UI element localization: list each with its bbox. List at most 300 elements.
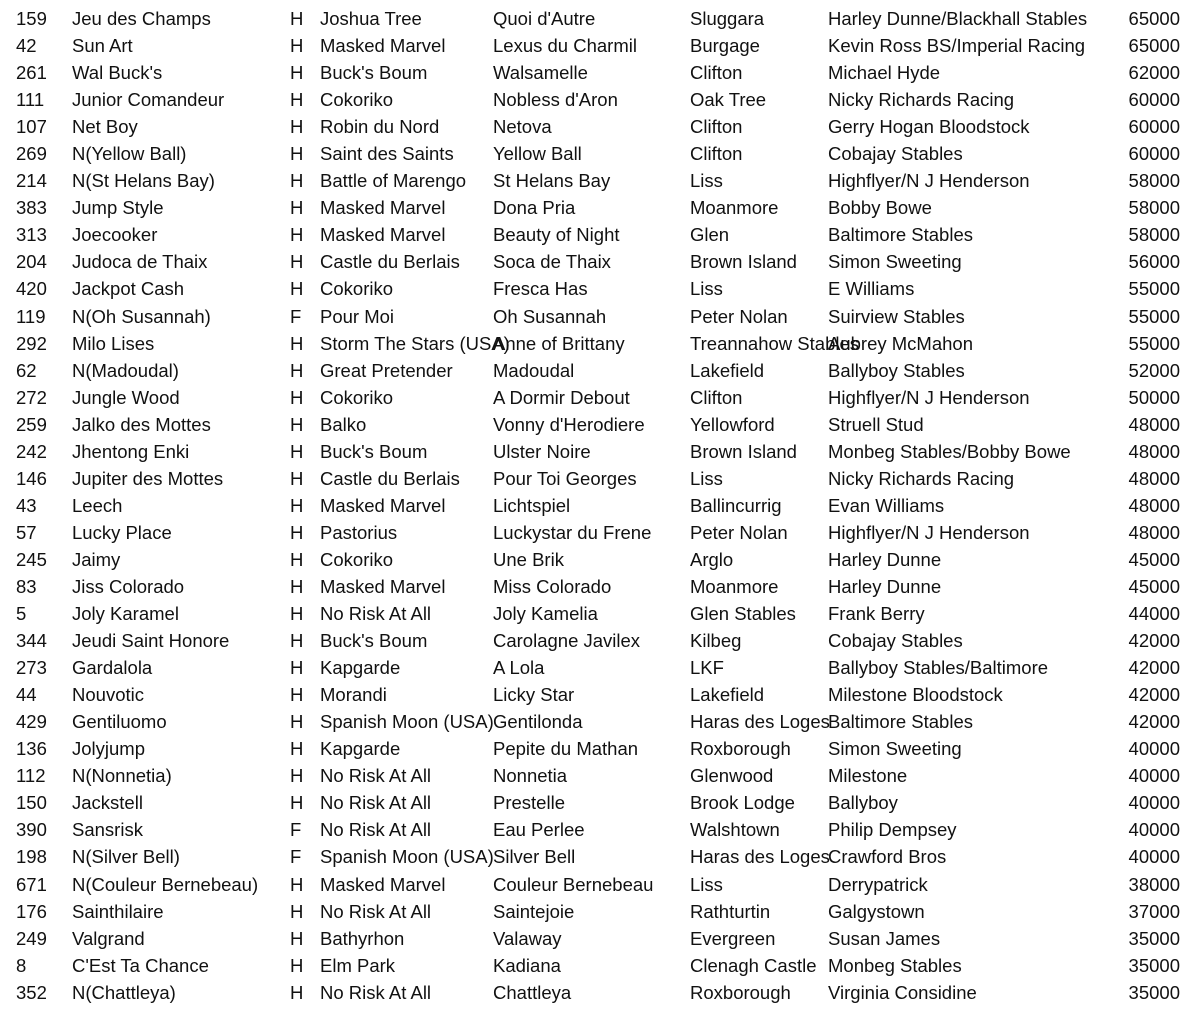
table-row: [0, 465, 1200, 492]
horse-name-cell: Joecooker: [72, 224, 158, 246]
dam-cell: St Helans Bay: [493, 170, 611, 192]
horse-name-cell: Lucky Place: [72, 521, 172, 543]
price-cell: 55000: [1128, 278, 1180, 300]
vendor-cell: Clifton: [690, 386, 743, 408]
vendor-cell: Ballincurrig: [690, 494, 782, 516]
lot-number-cell: 352: [16, 981, 47, 1003]
table-row: [0, 221, 1200, 248]
lot-number-cell: 292: [16, 332, 47, 354]
price-cell: 38000: [1128, 873, 1180, 895]
sex-cell: H: [290, 738, 304, 760]
buyer-cell: Frank Berry: [828, 603, 925, 625]
buyer-cell: Monbeg Stables: [828, 954, 962, 976]
sire-cell: Castle du Berlais: [320, 251, 460, 273]
vendor-cell: Yellowford: [690, 413, 775, 435]
buyer-cell: Highflyer/N J Henderson: [828, 386, 1030, 408]
vendor-cell: Peter Nolan: [690, 305, 788, 327]
vendor-cell: Haras des Loges: [690, 846, 830, 868]
horse-name-cell: Judoca de Thaix: [72, 251, 208, 273]
table-row: [0, 140, 1200, 167]
sire-cell: Pour Moi: [320, 305, 395, 327]
dam-cell: Soca de Thaix: [493, 251, 611, 273]
lot-number-cell: 420: [16, 278, 47, 300]
lot-number-cell: 83: [16, 575, 37, 597]
horse-name-cell: Jalko des Mottes: [72, 413, 211, 435]
vendor-cell: Brook Lodge: [690, 792, 795, 814]
buyer-cell: Milestone Bloodstock: [828, 684, 1003, 706]
dam-cell: Lichtspiel: [493, 494, 571, 516]
vendor-cell: Roxborough: [690, 981, 791, 1003]
sex-cell: H: [290, 197, 304, 219]
vendor-cell: Walshtown: [690, 819, 780, 841]
price-cell: 62000: [1128, 62, 1180, 84]
buyer-cell: Susan James: [828, 927, 941, 949]
sex-cell: H: [290, 981, 304, 1003]
table-row: [0, 357, 1200, 384]
sex-cell: H: [290, 413, 304, 435]
dam-cell: Lexus du Charmil: [493, 35, 637, 57]
dam-cell: Madoudal: [493, 359, 575, 381]
dam-cell: A Dormir Debout: [493, 386, 630, 408]
vendor-cell: Liss: [690, 467, 723, 489]
horse-name-cell: N(Yellow Ball): [72, 143, 187, 165]
sire-cell: Elm Park: [320, 954, 396, 976]
vendor-cell: Clifton: [690, 143, 743, 165]
vendor-cell: Brown Island: [690, 251, 797, 273]
horse-name-cell: N(Couleur Bernebeau): [72, 873, 259, 895]
sire-cell: Kapgarde: [320, 738, 401, 760]
vendor-cell: Moanmore: [690, 575, 779, 597]
table-row: [0, 330, 1200, 357]
dam-cell: Anne of Brittany: [493, 332, 625, 354]
price-cell: 55000: [1128, 305, 1180, 327]
lot-number-cell: 107: [16, 116, 47, 138]
dam-cell: Une Brik: [493, 548, 564, 570]
table-row: [0, 979, 1200, 1006]
buyer-cell: Michael Hyde: [828, 62, 941, 84]
vendor-cell: Lakefield: [690, 684, 765, 706]
buyer-cell: Highflyer/N J Henderson: [828, 170, 1030, 192]
vendor-cell: Evergreen: [690, 927, 776, 949]
sex-cell: H: [290, 467, 304, 489]
vendor-cell: Glen Stables: [690, 603, 796, 625]
vendor-cell: Clenagh Castle: [690, 954, 817, 976]
price-cell: 48000: [1128, 440, 1180, 462]
sex-cell: H: [290, 765, 304, 787]
horse-name-cell: Jeudi Saint Honore: [72, 630, 230, 652]
table-row: [0, 438, 1200, 465]
sex-cell: F: [290, 846, 302, 868]
sire-cell: Balko: [320, 413, 367, 435]
dam-cell: Joly Kamelia: [493, 603, 598, 625]
table-row: [0, 86, 1200, 113]
horse-name-cell: Nouvotic: [72, 684, 144, 706]
sex-cell: H: [290, 359, 304, 381]
horse-name-cell: Jhentong Enki: [72, 440, 190, 462]
vendor-cell: Brown Island: [690, 440, 797, 462]
sex-cell: H: [290, 278, 304, 300]
lot-number-cell: 269: [16, 143, 47, 165]
sex-cell: H: [290, 900, 304, 922]
table-row: [0, 32, 1200, 59]
dam-cell: Chattleya: [493, 981, 572, 1003]
price-cell: 40000: [1128, 792, 1180, 814]
dam-cell: Luckystar du Frene: [493, 521, 652, 543]
vendor-cell: Kilbeg: [690, 630, 742, 652]
lot-number-cell: 44: [16, 684, 37, 706]
horse-name-cell: Milo Lises: [72, 332, 155, 354]
dam-cell: Licky Star: [493, 684, 575, 706]
lot-number-cell: 214: [16, 170, 47, 192]
lot-number-cell: 176: [16, 900, 47, 922]
buyer-cell: Evan Williams: [828, 494, 945, 516]
table-row: [0, 816, 1200, 843]
price-cell: 40000: [1128, 738, 1180, 760]
table-row: [0, 492, 1200, 519]
buyer-cell: Monbeg Stables/Bobby Bowe: [828, 440, 1071, 462]
dam-cell: Oh Susannah: [493, 305, 607, 327]
lot-number-cell: 146: [16, 467, 47, 489]
buyer-cell: Suirview Stables: [828, 305, 965, 327]
dam-cell: Yellow Ball: [493, 143, 582, 165]
buyer-cell: Milestone: [828, 765, 908, 787]
sire-cell: Bathyrhon: [320, 927, 405, 949]
price-cell: 40000: [1128, 765, 1180, 787]
price-cell: 48000: [1128, 521, 1180, 543]
lot-number-cell: 5: [16, 603, 27, 625]
dam-cell: Nonnetia: [493, 765, 568, 787]
sire-cell: Spanish Moon (USA): [320, 711, 494, 733]
table-row: [0, 384, 1200, 411]
sex-cell: H: [290, 684, 304, 706]
buyer-cell: Aubrey McMahon: [828, 332, 973, 354]
sex-cell: H: [290, 575, 304, 597]
buyer-cell: Harley Dunne/Blackhall Stables: [828, 8, 1088, 29]
price-cell: 37000: [1128, 900, 1180, 922]
price-cell: 45000: [1128, 548, 1180, 570]
sex-cell: H: [290, 440, 304, 462]
lot-number-cell: 119: [16, 305, 46, 327]
table-row: [0, 952, 1200, 979]
sire-cell: Buck's Boum: [320, 62, 428, 84]
sex-cell: H: [290, 116, 304, 138]
vendor-cell: Clifton: [690, 62, 743, 84]
sire-cell: Masked Marvel: [320, 494, 446, 516]
dam-cell: Beauty of Night: [493, 224, 620, 246]
sire-cell: Spanish Moon (USA): [320, 846, 494, 868]
sire-cell: Morandi: [320, 684, 387, 706]
buyer-cell: Virginia Considine: [828, 981, 977, 1003]
vendor-cell: Liss: [690, 278, 723, 300]
horse-name-cell: N(Silver Bell): [72, 846, 180, 868]
dam-cell: Dona Pria: [493, 197, 576, 219]
lot-number-cell: 313: [16, 224, 47, 246]
horse-name-cell: N(Madoudal): [72, 359, 179, 381]
horse-name-cell: Jiss Colorado: [72, 575, 185, 597]
vendor-cell: Burgage: [690, 35, 760, 57]
price-cell: 48000: [1128, 413, 1180, 435]
vendor-cell: Glen: [690, 224, 730, 246]
table-row: [0, 600, 1200, 627]
sire-cell: Cokoriko: [320, 548, 393, 570]
horse-name-cell: Valgrand: [72, 927, 145, 949]
sire-cell: Kapgarde: [320, 657, 401, 679]
horse-name-cell: Jupiter des Mottes: [72, 467, 224, 489]
table-row: [0, 113, 1200, 140]
buyer-cell: Highflyer/N J Henderson: [828, 521, 1030, 543]
table-row: [0, 5, 1200, 32]
table-row: [0, 762, 1200, 789]
dam-cell: Pour Toi Georges: [493, 467, 637, 489]
buyer-cell: Struell Stud: [828, 413, 924, 435]
price-cell: 58000: [1128, 224, 1180, 246]
vendor-cell: Sluggara: [690, 8, 765, 29]
table-row: [0, 708, 1200, 735]
horse-name-cell: N(Oh Susannah): [72, 305, 211, 327]
price-cell: 58000: [1128, 170, 1180, 192]
vendor-cell: Peter Nolan: [690, 521, 788, 543]
buyer-cell: Galgystown: [828, 900, 925, 922]
horse-name-cell: Sainthilaire: [72, 900, 164, 922]
dam-cell: Ulster Noire: [493, 440, 591, 462]
lot-number-cell: 242: [16, 440, 47, 462]
sire-cell: No Risk At All: [320, 819, 432, 841]
lot-number-cell: 273: [16, 657, 47, 679]
buyer-cell: Nicky Richards Racing: [828, 467, 1015, 489]
sex-cell: F: [290, 305, 302, 327]
price-cell: 40000: [1128, 819, 1180, 841]
price-cell: 65000: [1128, 35, 1180, 57]
price-cell: 60000: [1128, 143, 1180, 165]
horse-name-cell: Jungle Wood: [72, 386, 180, 408]
vendor-cell: Rathturtin: [690, 900, 771, 922]
sire-cell: Buck's Boum: [320, 630, 428, 652]
table-row: [0, 871, 1200, 898]
table-row: [0, 519, 1200, 546]
table-row: [0, 843, 1200, 870]
sire-cell: No Risk At All: [320, 792, 432, 814]
dam-cell: Walsamelle: [493, 62, 588, 84]
sire-cell: Robin du Nord: [320, 116, 440, 138]
lot-number-cell: 383: [16, 197, 47, 219]
sire-cell: Buck's Boum: [320, 440, 428, 462]
dam-cell: Saintejoie: [493, 900, 575, 922]
sire-cell: Masked Marvel: [320, 197, 446, 219]
sire-cell: Pastorius: [320, 521, 398, 543]
buyer-cell: Kevin Ross BS/Imperial Racing: [828, 35, 1086, 57]
horse-name-cell: Wal Buck's: [72, 62, 163, 84]
price-cell: 55000: [1128, 332, 1180, 354]
lot-number-cell: 204: [16, 251, 47, 273]
horse-name-cell: Gardalola: [72, 657, 153, 679]
buyer-cell: Bobby Bowe: [828, 197, 932, 219]
price-cell: 35000: [1128, 981, 1180, 1003]
lot-number-cell: 249: [16, 927, 47, 949]
lot-number-cell: 261: [16, 62, 47, 84]
horse-name-cell: Junior Comandeur: [72, 89, 225, 111]
lot-number-cell: 112: [16, 765, 46, 787]
table-row: [0, 735, 1200, 762]
buyer-cell: Philip Dempsey: [828, 819, 957, 841]
vendor-cell: Roxborough: [690, 738, 791, 760]
price-cell: 52000: [1128, 359, 1180, 381]
lot-number-cell: 57: [16, 521, 37, 543]
sex-cell: H: [290, 792, 304, 814]
price-cell: 45000: [1128, 575, 1180, 597]
buyer-cell: Harley Dunne: [828, 548, 942, 570]
dam-cell: Kadiana: [493, 954, 561, 976]
lot-number-cell: 344: [16, 630, 47, 652]
price-cell: 48000: [1128, 494, 1180, 516]
table-row: [0, 681, 1200, 708]
price-cell: 58000: [1128, 197, 1180, 219]
lot-number-cell: 198: [16, 846, 47, 868]
vendor-cell: Clifton: [690, 116, 743, 138]
dam-cell: Quoi d'Autre: [493, 8, 596, 29]
price-cell: 42000: [1128, 684, 1180, 706]
sex-cell: H: [290, 954, 304, 976]
sire-cell: Cokoriko: [320, 278, 393, 300]
sex-cell: H: [290, 521, 304, 543]
horse-name-cell: Gentiluomo: [72, 711, 167, 733]
price-cell: 56000: [1128, 251, 1180, 273]
dam-cell: Nobless d'Aron: [493, 89, 618, 111]
vendor-cell: Glenwood: [690, 765, 774, 787]
vendor-cell: Liss: [690, 170, 723, 192]
sex-cell: H: [290, 143, 304, 165]
horse-name-cell: Sun Art: [72, 35, 133, 57]
sex-cell: H: [290, 711, 304, 733]
buyer-cell: Derrypatrick: [828, 873, 928, 895]
buyer-cell: Ballyboy Stables: [828, 359, 965, 381]
dam-cell: Carolagne Javilex: [493, 630, 641, 652]
horse-name-cell: C'Est Ta Chance: [72, 954, 209, 976]
sire-cell: Masked Marvel: [320, 224, 446, 246]
sex-cell: H: [290, 603, 304, 625]
lot-number-cell: 42: [16, 35, 37, 57]
sex-cell: H: [290, 332, 304, 354]
lot-number-cell: 159: [16, 8, 47, 29]
table-row: [0, 925, 1200, 952]
sex-cell: H: [290, 630, 304, 652]
table-row: [0, 303, 1200, 330]
sire-cell: Masked Marvel: [320, 575, 446, 597]
vendor-cell: Oak Tree: [690, 89, 767, 111]
vendor-cell: Haras des Loges: [690, 711, 830, 733]
table-row: [0, 248, 1200, 275]
dam-cell: Couleur Bernebeau: [493, 873, 654, 895]
buyer-cell: Simon Sweeting: [828, 251, 962, 273]
buyer-cell: Baltimore Stables: [828, 224, 973, 246]
buyer-cell: Nicky Richards Racing: [828, 89, 1015, 111]
sex-cell: H: [290, 386, 304, 408]
buyer-cell: Baltimore Stables: [828, 711, 973, 733]
table-row: [0, 654, 1200, 681]
price-cell: 35000: [1128, 927, 1180, 949]
dam-cell: Prestelle: [493, 792, 565, 814]
buyer-cell: Gerry Hogan Bloodstock: [828, 116, 1030, 138]
sex-cell: H: [290, 62, 304, 84]
sex-cell: H: [290, 873, 304, 895]
lot-number-cell: 272: [16, 386, 47, 408]
buyer-cell: Ballyboy: [828, 792, 898, 814]
lot-number-cell: 111: [16, 89, 45, 111]
dam-cell: Pepite du Mathan: [493, 738, 639, 760]
sire-cell: Storm The Stars (USA): [320, 332, 510, 354]
table-row: [0, 627, 1200, 654]
price-cell: 65000: [1128, 8, 1180, 29]
sire-cell: Masked Marvel: [320, 873, 446, 895]
table-row: [0, 167, 1200, 194]
sex-cell: H: [290, 35, 304, 57]
buyer-cell: Cobajay Stables: [828, 143, 963, 165]
dam-cell: Miss Colorado: [493, 575, 612, 597]
price-cell: 48000: [1128, 467, 1180, 489]
dam-cell: A Lola: [493, 657, 545, 679]
horse-name-cell: N(Chattleya): [72, 981, 176, 1003]
sire-cell: No Risk At All: [320, 603, 432, 625]
sire-cell: Great Pretender: [320, 359, 453, 381]
sex-cell: H: [290, 8, 304, 29]
buyer-cell: Crawford Bros: [828, 846, 947, 868]
table-row: [0, 573, 1200, 600]
dam-cell: Silver Bell: [493, 846, 576, 868]
lot-number-cell: 150: [16, 792, 47, 814]
horse-name-cell: N(St Helans Bay): [72, 170, 215, 192]
sire-cell: Battle of Marengo: [320, 170, 467, 192]
horse-name-cell: Jeu des Champs: [72, 8, 211, 29]
horse-name-cell: Net Boy: [72, 116, 138, 138]
price-cell: 50000: [1128, 386, 1180, 408]
horse-name-cell: Joly Karamel: [72, 603, 179, 625]
horse-name-cell: Sansrisk: [72, 819, 143, 841]
vendor-cell: Arglo: [690, 548, 734, 570]
buyer-cell: Harley Dunne: [828, 575, 942, 597]
vendor-cell: Treannahow Stables: [690, 332, 860, 354]
horse-name-cell: Jump Style: [72, 197, 164, 219]
sex-cell: H: [290, 657, 304, 679]
price-cell: 44000: [1128, 603, 1180, 625]
table-row: [0, 411, 1200, 438]
sire-cell: Cokoriko: [320, 386, 393, 408]
sex-cell: H: [290, 251, 304, 273]
lot-number-cell: 259: [16, 413, 47, 435]
sire-cell: Saint des Saints: [320, 143, 454, 165]
sire-cell: Cokoriko: [320, 89, 393, 111]
dam-cell: Gentilonda: [493, 711, 583, 733]
horse-name-cell: Jackpot Cash: [72, 278, 185, 300]
lot-number-cell: 390: [16, 819, 47, 841]
dam-cell: Vonny d'Herodiere: [493, 413, 645, 435]
sire-cell: No Risk At All: [320, 765, 432, 787]
buyer-cell: Ballyboy Stables/Baltimore: [828, 657, 1049, 679]
vendor-cell: Moanmore: [690, 197, 779, 219]
dam-cell: Fresca Has: [493, 278, 588, 300]
horse-name-cell: Leech: [72, 494, 123, 516]
price-cell: 60000: [1128, 89, 1180, 111]
price-cell: 42000: [1128, 630, 1180, 652]
table-row: [0, 59, 1200, 86]
price-cell: 42000: [1128, 657, 1180, 679]
lot-number-cell: 671: [16, 873, 47, 895]
vendor-cell: LKF: [690, 657, 724, 679]
table-row: [0, 898, 1200, 925]
table-row: [0, 275, 1200, 302]
sire-cell: Masked Marvel: [320, 35, 446, 57]
buyer-cell: E Williams: [828, 278, 915, 300]
dam-cell: Eau Perlee: [493, 819, 585, 841]
sex-cell: H: [290, 224, 304, 246]
